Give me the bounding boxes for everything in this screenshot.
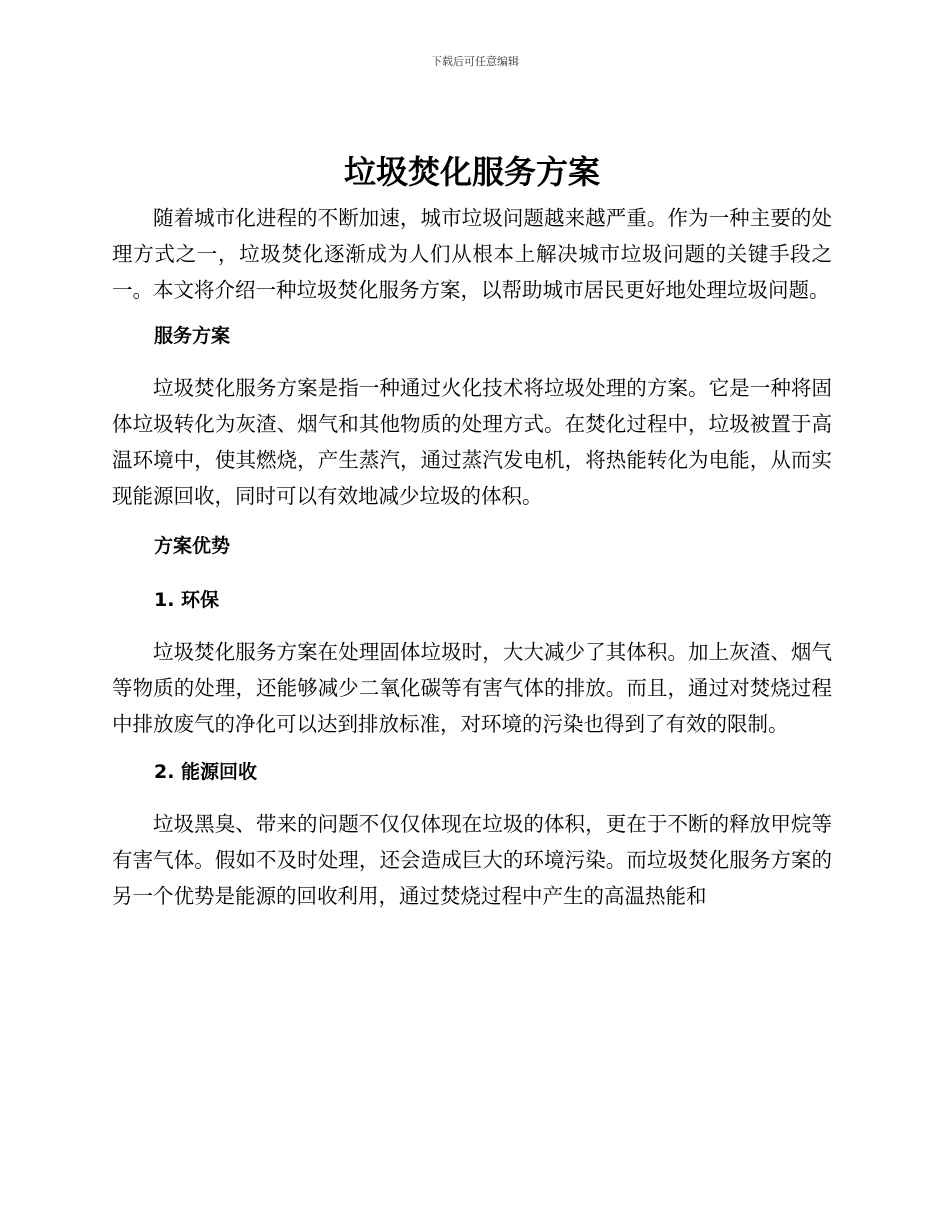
section-heading-advantages: 方案优势 xyxy=(154,535,231,557)
environmental-paragraph: 垃圾焚化服务方案在处理固体垃圾时，大大减少了其体积。加上灰渣、烟气等物质的处理，还能够减少二氧化碳等有害气体的排放。而且，通过对焚烧过程中排放废气的净化可以达到排放标准，对环境的污染也得到了有效的限制。 xyxy=(112,640,832,736)
service-paragraph: 垃圾焚化服务方案是指一种通过火化技术将垃圾处理的方案。它是一种将固体垃圾转化为灰渣、烟气和其他物质的处理方式。在焚化过程中，垃圾被置于高温环境中，使其燃烧，产生蒸汽，通过蒸汽发电机，将热能转化为电能，从而实现能源回收，同时可以有效地减少垃圾的体积。 xyxy=(112,376,832,508)
document-body xyxy=(112,150,832,914)
subheading-energy-recovery: 2. 能源回收 xyxy=(154,761,258,783)
intro-paragraph: 随着城市化进程的不断加速，城市垃圾问题越来越严重。作为一种主要的处理方式之一，垃圾焚化逐渐成为人们从根本上解决城市垃圾问题的关键手段之一。本文将介绍一种垃圾焚化服务方案，以帮助城市居民更好地处理垃圾问题。 xyxy=(112,206,832,302)
subheading-environmental: 1. 环保 xyxy=(154,589,220,611)
header-note: 下载后可任意编辑 xyxy=(431,55,519,68)
section-heading-service: 服务方案 xyxy=(154,325,231,347)
energy-recovery-paragraph: 垃圾黑臭、带来的问题不仅仅体现在垃圾的体积，更在于不断的释放甲烷等有害气体。假如不及时处理，还会造成巨大的环境污染。而垃圾焚化服务方案的另一个优势是能源的回收利用，通过焚烧过程中产生的高温热能和 xyxy=(112,812,832,908)
document-title: 垃圾焚化服务方案 xyxy=(343,153,600,191)
